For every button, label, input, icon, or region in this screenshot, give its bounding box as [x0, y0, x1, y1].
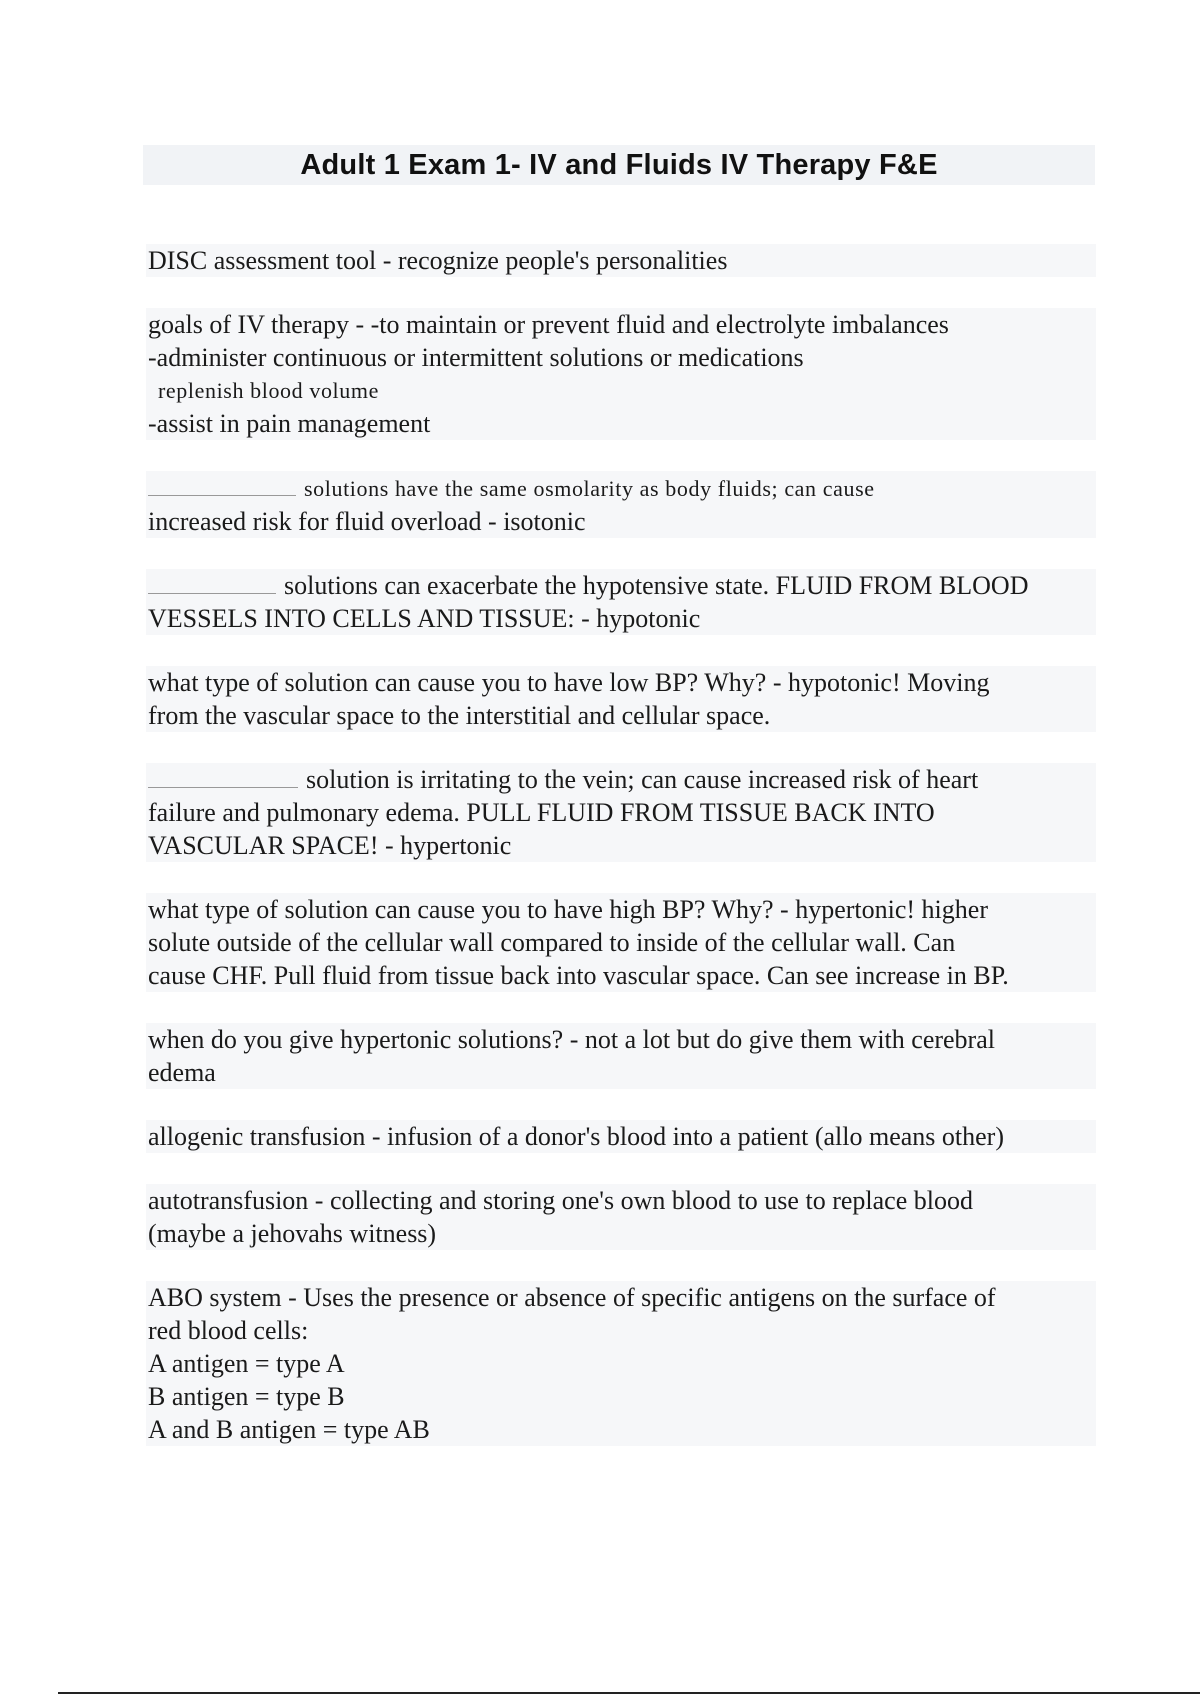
entry-line: failure and pulmonary edema. PULL FLUID FROM TISSUE BACK INTO: [148, 798, 935, 827]
entry-line: DISC assessment tool - recognize people's personalities: [148, 246, 728, 275]
entry-line: from the vascular space to the interstitial and cellular space.: [148, 701, 771, 730]
entry-line: when do you give hypertonic solutions? - not a lot but do give them with cerebral: [148, 1025, 995, 1054]
title-band: [143, 145, 1095, 185]
entry-line: VASCULAR SPACE! - hypertonic: [148, 831, 512, 860]
entry-text: solution is irritating to the vein; can cause increased risk of heart: [306, 765, 979, 794]
flashcard-entry: [146, 1281, 1096, 1446]
fill-in-blank: [148, 763, 298, 788]
flashcard-entry: [146, 471, 1096, 538]
entry-line: autotransfusion - collecting and storing one's own blood to use to replace blood: [148, 1186, 973, 1215]
entry-line: cause CHF. Pull fluid from tissue back into vascular space. Can see increase in BP.: [148, 961, 1009, 990]
flashcard-entry: [146, 244, 1096, 277]
flashcard-entry: [146, 666, 1096, 732]
flashcard-entry: [146, 569, 1096, 635]
entry-line: [148, 763, 1094, 796]
flashcard-entry: [146, 1184, 1096, 1250]
entry-line: -assist in pain management: [148, 409, 431, 438]
fill-in-blank: [148, 471, 296, 496]
entry-line: B antigen = type B: [148, 1382, 345, 1411]
fill-in-blank: [148, 569, 276, 594]
entry-line: [148, 471, 1094, 505]
entry-line: what type of solution can cause you to have low BP? Why? - hypotonic! Moving: [148, 668, 990, 697]
flashcard-entry: [146, 1120, 1096, 1153]
entry-line: A and B antigen = type AB: [148, 1415, 430, 1444]
entry-line: (maybe a jehovahs witness): [148, 1219, 437, 1248]
document-body: [146, 244, 1096, 1477]
footer-divider: [58, 1692, 1200, 1694]
entry-line: [148, 569, 1094, 602]
entry-line: replenish blood volume: [158, 378, 379, 403]
entry-line: what type of solution can cause you to have high BP? Why? - hypertonic! higher: [148, 895, 988, 924]
flashcard-entry: [146, 763, 1096, 862]
flashcard-entry: [146, 893, 1096, 992]
flashcard-entry: [146, 1023, 1096, 1089]
entry-text: solutions can exacerbate the hypotensive state. FLUID FROM BLOOD: [284, 571, 1029, 600]
entry-line: A antigen = type A: [148, 1349, 345, 1378]
entry-line: allogenic transfusion - infusion of a donor's blood into a patient (allo means other): [148, 1122, 1004, 1151]
flashcard-entry: [146, 308, 1096, 440]
entry-text: solutions have the same osmolarity as body fluids; can cause: [304, 476, 875, 501]
entry-line: goals of IV therapy - -to maintain or prevent fluid and electrolyte imbalances: [148, 310, 949, 339]
entry-line: edema: [148, 1058, 216, 1087]
entry-line: VESSELS INTO CELLS AND TISSUE: - hypotonic: [148, 604, 701, 633]
entry-line: red blood cells:: [148, 1316, 309, 1345]
entry-line: ABO system - Uses the presence or absence of specific antigens on the surface of: [148, 1283, 996, 1312]
entry-line: solute outside of the cellular wall compared to inside of the cellular wall. Can: [148, 928, 956, 957]
page-title: Adult 1 Exam 1- IV and Fluids IV Therapy F&E: [300, 148, 938, 181]
entry-line: -administer continuous or intermittent solutions or medications: [148, 343, 804, 372]
entry-line: increased risk for fluid overload - isotonic: [148, 507, 586, 536]
